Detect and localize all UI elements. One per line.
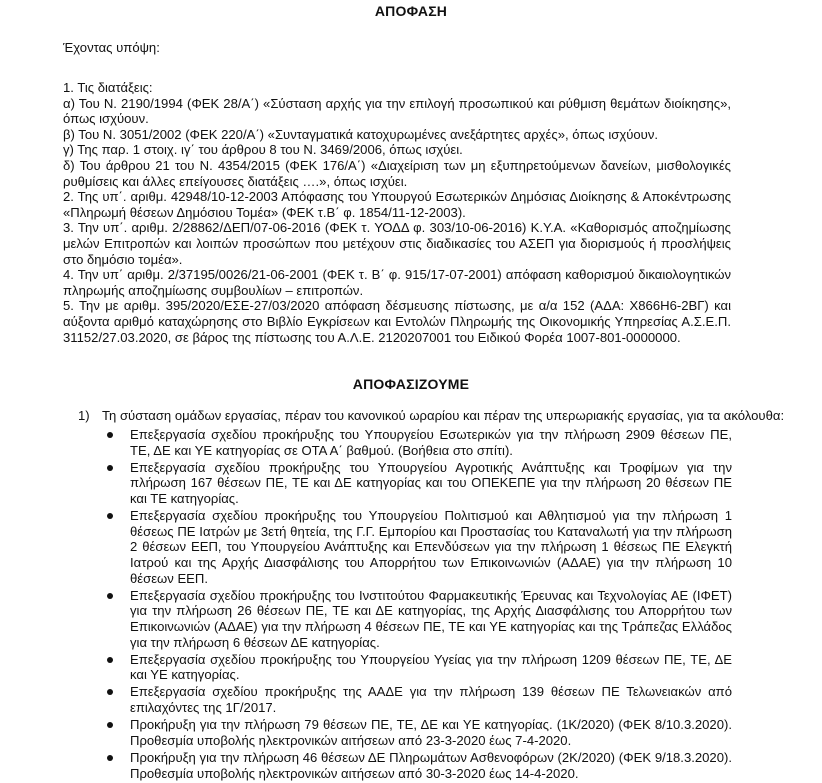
list-item-text: Επεξεργασία σχεδίου προκήρυξης του Υπουργείου Αγροτικής Ανάπτυξης και Τροφίμων για την πλήρωση 167 θέσεων ΠΕ, ΤΕ και ΔΕ κατηγορίας και του ΟΠΕΚΕΠΕ για την πλήρωση 20 θέσεων ΠΕ και ΤΕ κατηγορίας. [130,459,732,506]
list-item [96,684,732,715]
list-item-text: Προκήρυξη για την πλήρωση 46 θέσεων ΔΕ Πληρωμάτων Ασθενοφόρων (2Κ/2020) (ΦΕΚ 9/18.3.2020). Προθεσμία υποβολής ηλεκτρονικών αιτήσεων από 30-3-2020 έως 14-4-2020. [130,750,732,781]
bullet-icon [107,755,113,761]
bullet-icon [107,689,113,695]
bullet-icon [107,593,113,599]
decision-item-number: 1) [78,408,90,423]
list-item [96,750,732,781]
list-item-text: Προκήρυξη για την πλήρωση 79 θέσεων ΠΕ, ΤΕ, ΔΕ και ΥΕ κατηγορίας. (1Κ/2020) (ΦΕΚ 8/10.3.2020). Προθεσμία υποβολής ηλεκτρονικών αιτήσεων από 23-3-2020 έως 7-4-2020. [130,717,732,748]
decision-heading: ΑΠΟΦΑΣΙΖΟΥΜΕ [352,376,470,392]
document-title: ΑΠΟΦΑΣΗ [374,3,448,19]
list-item [96,588,732,650]
bullet-icon [107,722,113,728]
consideration-heading: 1. Τις διατάξεις: [63,80,153,95]
list-item [96,652,732,683]
consideration-c: γ) Της παρ. 1 στοιχ. ιγ΄ του άρθρου 8 του Ν. 3469/2006, όπως ισχύει. [63,142,463,158]
list-item [96,717,732,748]
bullet-icon [107,657,113,663]
list-item [96,427,732,458]
list-item-text: Επεξεργασία σχεδίου προκήρυξης της ΑΑΔΕ για την πλήρωση 139 θέσεων ΠΕ Τελωνειακών από επιλαχόντες της 1Γ/2017. [130,684,732,716]
decision-bullet-list [96,427,732,783]
consideration-b: β) Του Ν. 3051/2002 (ΦΕΚ 220/Α΄) «Συνταγματικά κατοχυρωμένες ανεξάρτητες αρχές», όπως ισχύουν. [63,126,659,142]
bullet-icon [107,432,113,438]
list-item-text: Επεξεργασία σχεδίου προκήρυξης του Υπουργείου Πολιτισμού και Αθλητισμού για την πλήρωση 1 θέσεως ΠΕ Ιατρών με 3ετή θητεία, της Γ.Γ. Εμπορίου και Προστασίας του Καταναλωτή για την πλήρωση 2 θέσεων ΕΕΠ, του Υπουργείου Ανάπτυξης και Επενδύσεων για την πλήρωση 1 θέσεως ΠΕ Ελεγκτή Ιατρού και της Αρχής Διασφάλισης του Απορρήτου των Επικοινωνιών (ΑΔΑΕ) για την πλήρωση 10 θέσεων ΕΕΠ. [130,508,732,586]
decision-item-text: Τη σύσταση ομάδων εργασίας, πέραν του κανονικού ωραρίου και πέραν της υπερωριακής εργασίας, για τα ακόλουθα: [102,408,785,423]
bullet-icon [107,513,113,519]
list-item [96,460,732,507]
consideration-a: α) Του Ν. 2190/1994 (ΦΕΚ 28/Α΄) «Σύσταση αρχής για την επιλογή προσωπικού και ρύθμιση θεμάτων διοίκησης», όπως ισχύουν. [63,95,731,127]
bullet-icon [107,465,113,471]
consideration-5: 5. Την με αριθμ. 395/2020/ΕΣΕ-27/03/2020 απόφαση δέσμευσης πίστωσης, με α/α 152 (ΑΔΑ: Χ866Η6-2ΒΓ) και αύξοντα αριθμό καταχώρησης στο Βιβλίο Εγκρίσεων και Εντολών Πληρωμής της Οικονομικής Υπηρεσίας Α.Σ.Ε.Π. 31152/27.03.2020, σε βάρος της πίστωσης του Α.Λ.Ε. 2120207001 του Ειδικού Φορέα 1007-801-0000000. [63,298,731,345]
list-item-text: Επεξεργασία σχεδίου προκήρυξης του Υπουργείου Εσωτερικών για την πλήρωση 2909 θέσεων ΠΕ, ΤΕ, ΔΕ και ΥΕ κατηγορίας σε ΟΤΑ Α΄ βαθμού. (Βοήθεια στο σπίτι). [130,427,732,458]
considerations-section [63,80,731,345]
greeting-text: Έχοντας υπόψη: [63,40,160,55]
list-item [96,508,732,586]
list-item-text: Επεξεργασία σχεδίου προκήρυξης του Υπουργείου Υγείας για την πλήρωση 1209 θέσεων ΠΕ, ΤΕ, ΔΕ και ΥΕ κατηγορίας. [130,651,732,683]
consideration-d: δ) Του άρθρου 21 του Ν. 4354/2015 (ΦΕΚ 176/Α΄) «Διαχείριση των μη εξυπηρετούμενων δανείων, μισθολογικές ρυθμίσεις και άλλες επείγουσες διατάξεις ….», όπως ισχύει. [63,157,731,189]
consideration-3: 3. Την υπ΄. αριθμ. 2/28862/ΔΕΠ/07-06-2016 (ΦΕΚ τ. ΥΟΔΔ φ. 303/10-06-2016) Κ.Υ.Α. «Καθορισμός αποζημίωσης μελών Επιτροπών και λοιπών προσώπων που μετέχουν στις διαδικασίες του ΑΣΕΠ για διορισμούς ή προσλήψεις στο δημόσιο τομέα». [63,220,731,267]
consideration-2: 2. Της υπ΄. αριθμ. 42948/10-12-2003 Απόφασης του Υπουργού Εσωτερικών Δημόσιας Διοίκησης & Αποκέντρωσης «Πληρωμή θέσεων Δημόσιου Τομέα» (ΦΕΚ τ.Β΄ φ. 1854/11-12-2003). [63,189,731,220]
consideration-4: 4. Την υπ΄ αριθμ. 2/37195/0026/21-06-2001 (ΦΕΚ τ. Β΄ φ. 915/17-07-2001) απόφαση καθορισμού δικαιολογητικών πληρωμής αποζημίωσης συμβουλίων – επιτροπών. [63,267,731,298]
list-item-text: Επεξεργασία σχεδίου προκήρυξης του Ινστιτούτου Φαρμακευτικής Έρευνας και Τεχνολογίας ΑΕ (ΙΦΕΤ) για την πλήρωση 26 θέσεων ΠΕ, ΤΕ και ΔΕ κατηγορίας, της Αρχής Διασφάλισης του Απορρήτου των Επικοινωνιών (ΑΔΑΕ) για την πλήρωση 4 θέσεων ΠΕ, ΤΕ και ΥΕ κατηγορίας και της Τράπεζας Ελλάδος για την πλήρωση 6 θέσεων ΔΕ κατηγορίας. [130,587,732,650]
